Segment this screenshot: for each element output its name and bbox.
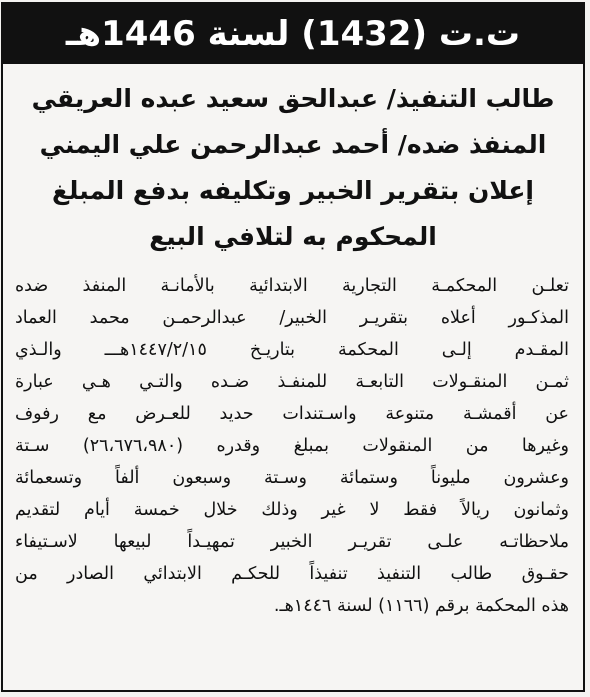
executed-against-line: المنفذ ضده/ أحمد عبدالرحمن علي اليمني — [39, 130, 547, 159]
body-line: المقـدم إلـى المحكمة بتاريـخ ١٤٤٧/٢/١٥هـــ والـذي — [15, 340, 569, 360]
notice-header-bar — [3, 4, 583, 64]
body-line: وعشرون مليوناً وستمائة وسـتة وسبعون ألفاً وتسعمائة — [15, 468, 569, 488]
notice-subject-line-cont: المحكوم به لتلافي البيع — [149, 222, 437, 251]
body-line: ملاحظاتـه علـى تقريـر الخبير تمهيـداً لبيعها لاسـتيفاء — [15, 532, 569, 552]
body-line: تعلـن المحكمـة التجارية الابتدائية بالأمانـة المنفذ ضده — [15, 276, 569, 296]
notice-subject-line: إعلان بتقرير الخبير وتكليفه بدفع المبلغ — [51, 176, 534, 205]
case-title: ت.ت (1432) لسنة 1446هـ — [65, 14, 521, 54]
body-line: وغيرها من المنقولات بمبلغ وقدره (٢٦،٦٧٦،٩٨٠) سـتة — [15, 436, 570, 456]
body-line: عن أقمشـة متنوعة واسـتندات حديد للعـرض مع رفوف — [15, 404, 569, 424]
notice-body — [15, 270, 569, 622]
body-line-last: هذه المحكمة برقم (١١٦٦) لسنة ١٤٤٦هـ. — [273, 596, 569, 616]
notice-headings — [15, 76, 571, 260]
body-line: ثمـن المنقـولات التابعـة للمنفـذ ضـده والتـي هـي عبارة — [15, 372, 569, 392]
notice-frame — [1, 2, 585, 692]
body-line: المذكـور أعلاه بتقريـر الخبير/ عبدالرحمـن محمد العماد — [15, 308, 569, 328]
body-line: حقـوق طالب التنفيذ تنفيذاً للحكـم الابتدائي الصادر من — [15, 564, 569, 584]
body-line: وثمانون ريالاً فقط لا غير وذلك خلال خمسة أيام لتقديم — [15, 500, 569, 520]
execution-requester-line: طالب التنفيذ/ عبدالحق سعيد عبده العريقي — [31, 84, 555, 113]
